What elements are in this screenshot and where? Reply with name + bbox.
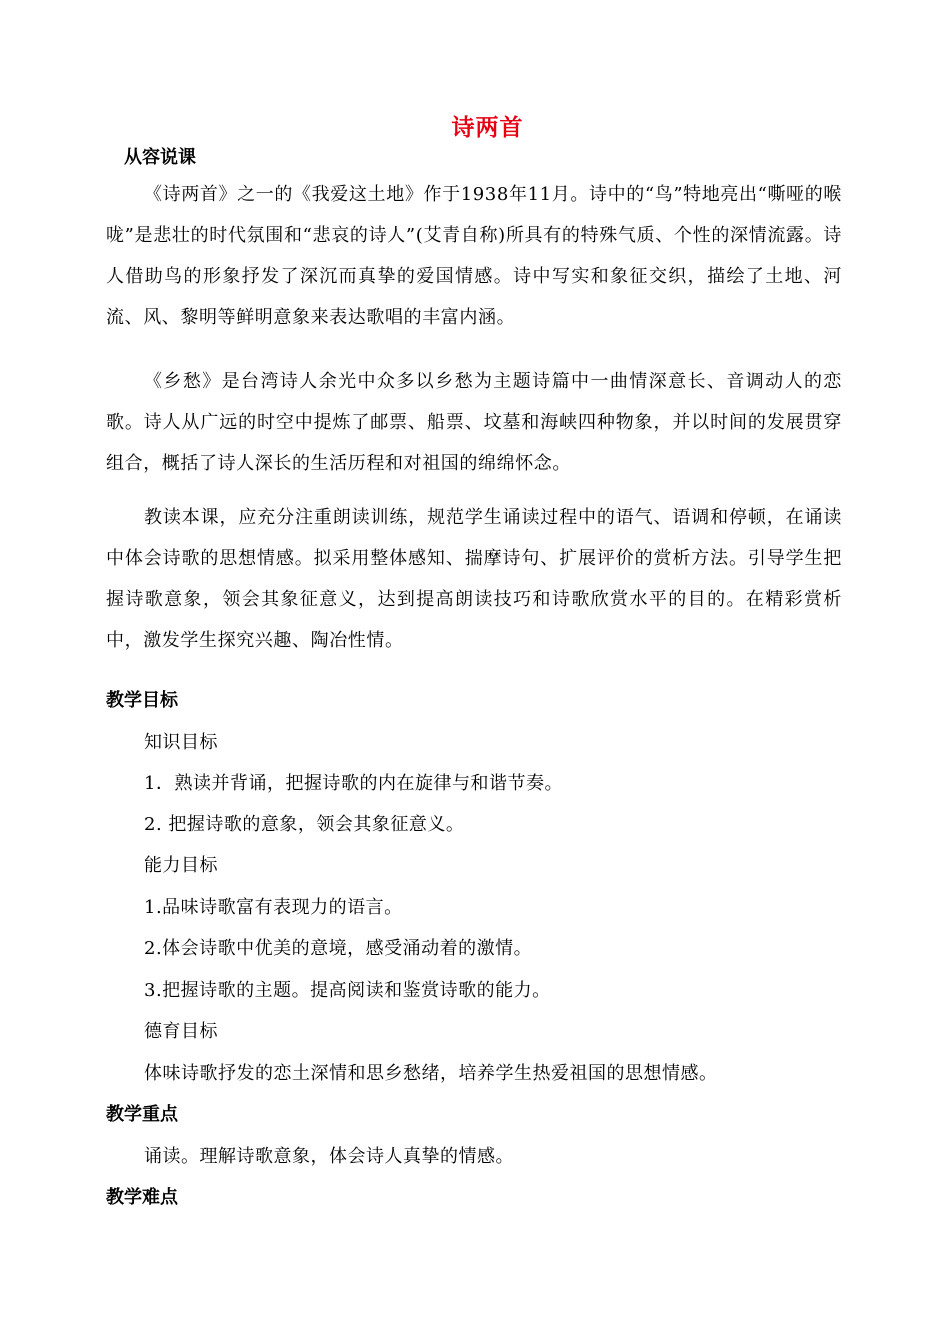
intro-paragraph-3: 教读本课，应充分注重朗读训练，规范学生诵读过程中的语气、语调和停顿，在诵读中体会诗歌的思想情感。拟采用整体感知、揣摩诗句、扩展评价的赏析方法。引导学生把握诗歌意象，领会其象征意义，达到提高朗读技巧和诗歌欣赏水平的目的。在精彩赏析中，激发学生探究兴趣、陶冶性情。 (106, 507, 842, 651)
knowledge-item-2: 2. 把握诗歌的意象，领会其象征意义。 (144, 814, 465, 835)
ability-item-2: 2.体会诗歌中优美的意境，感受涌动着的激情。 (144, 938, 533, 959)
section-heading-key-points: 教学重点 (106, 1104, 178, 1125)
section-heading-intro: 从容说课 (124, 147, 196, 168)
intro-paragraph-1: 《诗两首》之一的《我爱这土地》作于1938年11月。诗中的“鸟”特地亮出“嘶哑的喉咙”是悲壮的时代氛围和“悲哀的诗人”(艾青自称)所具有的特殊气质、个性的深情流露。诗人借助鸟的形象抒发了深沉而真挚的爱国情感。诗中写实和象征交织，描绘了土地、河流、风、黎明等鲜明意象来表达歌唱的丰富内涵。 (106, 184, 842, 328)
subheading-moral: 德育目标 (144, 1021, 218, 1042)
subheading-knowledge: 知识目标 (144, 732, 218, 753)
subheading-ability: 能力目标 (144, 855, 218, 876)
page-title: 诗两首 (451, 115, 524, 141)
section-heading-difficulties: 教学难点 (106, 1187, 178, 1208)
intro-paragraph-2: 《乡愁》是台湾诗人余光中众多以乡愁为主题诗篇中一曲情深意长、音调动人的恋歌。诗人从广远的时空中提炼了邮票、船票、坟墓和海峡四种物象，并以时间的发展贯穿组合，概括了诗人深长的生活历程和对祖国的绵绵怀念。 (106, 371, 842, 474)
ability-item-3: 3.把握诗歌的主题。提高阅读和鉴赏诗歌的能力。 (144, 980, 551, 1001)
key-points-text: 诵读。理解诗歌意象，体会诗人真挚的情感。 (144, 1146, 514, 1167)
knowledge-item-1: 1．熟读并背诵，把握诗歌的内在旋律与和谐节奏。 (144, 773, 563, 794)
ability-item-1: 1.品味诗歌富有表现力的语言。 (144, 897, 403, 918)
section-heading-goals: 教学目标 (106, 690, 178, 711)
moral-text: 体味诗歌抒发的恋土深情和思乡愁绪，培养学生热爱祖国的思想情感。 (144, 1063, 718, 1084)
